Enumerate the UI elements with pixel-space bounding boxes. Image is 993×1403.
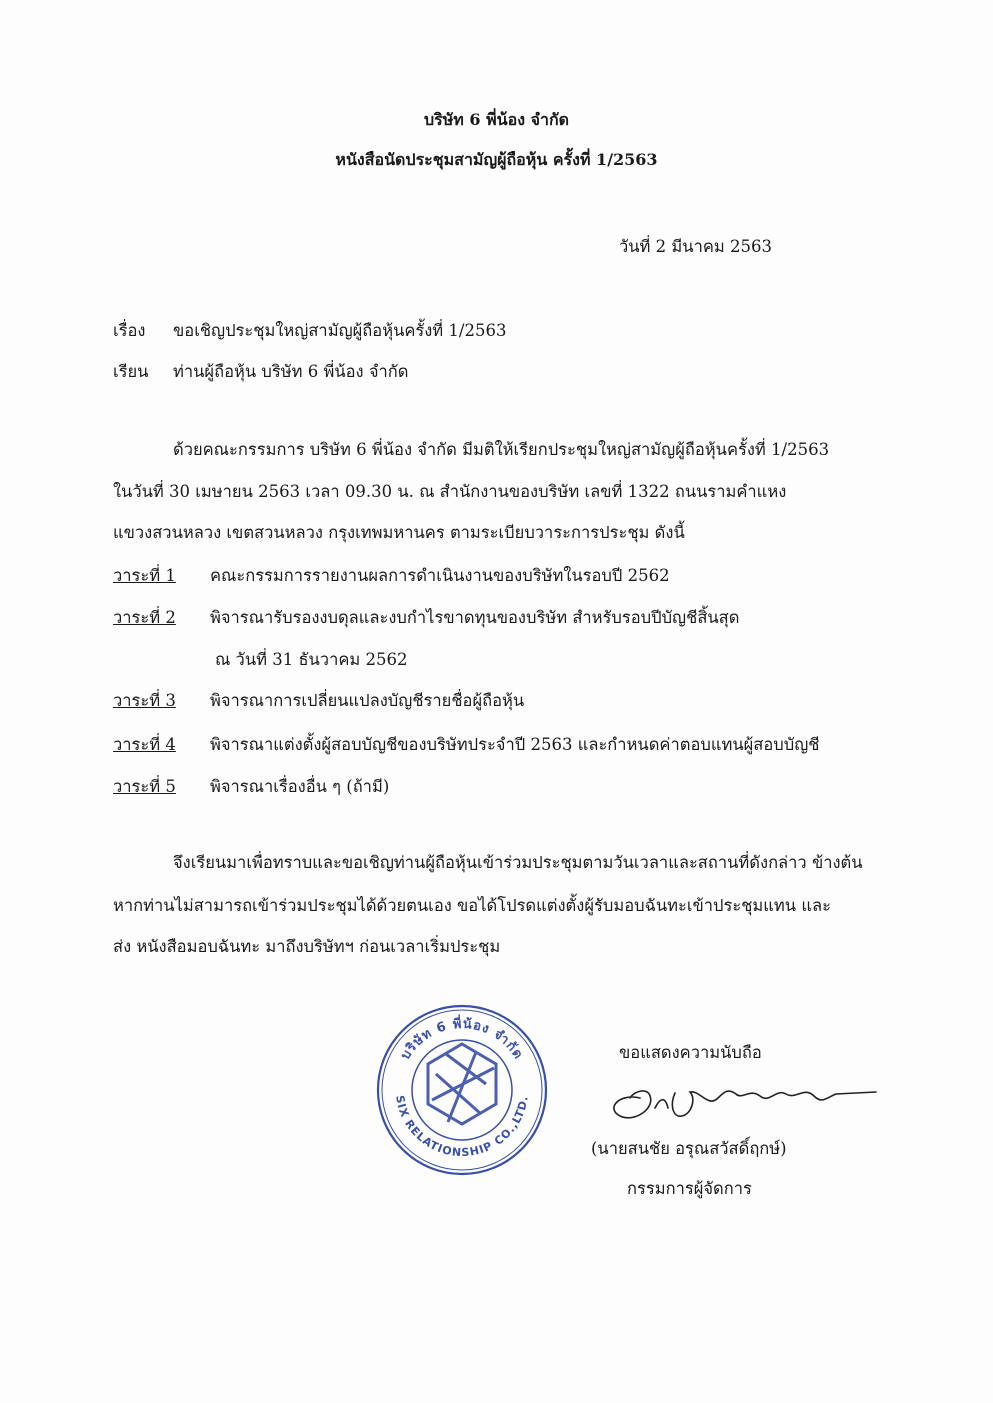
letter-date: วันที่ 2 มีนาคม 2563 [619, 237, 772, 256]
body-line-3: แขวงสวนหลวง เขตสวนหลวง กรุงเทพมหานคร ตามระเบียบวาระการประชุม ดังนี้ [113, 523, 685, 542]
document-title: หนังสือนัดประชุมสามัญผู้ถือหุ้น ครั้งที่ 1/2563 [335, 150, 658, 169]
company-name: บริษัท 6 พี่น้อง จำกัด [423, 110, 570, 129]
seal-bottom-text: SIX RELATIONSHIP CO.,LTD. [393, 1094, 531, 1160]
signer-position: กรรมการผู้จัดการ [627, 1179, 752, 1198]
agenda-text-4: พิจารณาแต่งตั้งผู้สอบบัญชีของบริษัทประจำปี 2563 และกำหนดค่าตอบแทนผู้สอบบัญชี [210, 735, 820, 754]
agenda-text-5: พิจารณาเรื่องอื่น ๆ (ถ้ามี) [210, 777, 390, 796]
signer-name: (นายสนชัย อรุณสวัสดิ์ฤกษ์) [591, 1139, 787, 1158]
closing-line-2: หากท่านไม่สามารถเข้าร่วมประชุมได้ด้วยตนเอง ขอได้โปรดแต่งตั้งผู้รับมอบฉันทะเข้าประชุมแทน และ [113, 896, 831, 915]
agenda-label-3: วาระที่ 3 [113, 691, 176, 710]
agenda-text-2-cont: ณ วันที่ 31 ธันวาคม 2562 [215, 650, 408, 669]
agenda-text-1: คณะกรรมการรายงานผลการดำเนินงานของบริษัทในรอบปี 2562 [210, 566, 670, 585]
agenda-text-3: พิจารณาการเปลี่ยนแปลงบัญชีรายชื่อผู้ถือหุ้น [210, 691, 525, 710]
agenda-label-1: วาระที่ 1 [113, 566, 176, 585]
body-line-1: ด้วยคณะกรรมการ บริษัท 6 พี่น้อง จำกัด มีมติให้เรียกประชุมใหญ่สามัญผู้ถือหุ้นครั้งที่ 1/2563 [173, 440, 830, 459]
regards-text: ขอแสดงความนับถือ [619, 1043, 762, 1062]
closing-line-3: ส่ง หนังสือมอบฉันทะ มาถึงบริษัทฯ ก่อนเวลาเริ่มประชุม [113, 937, 501, 956]
seal-top-text: บริษัท 6 พี่น้อง จำกัด [398, 1016, 526, 1063]
subject-label: เรื่อง [113, 321, 146, 340]
agenda-label-2: วาระที่ 2 [113, 608, 176, 627]
agenda-text-2: พิจารณารับรองงบดุลและงบกำไรขาดทุนของบริษัท สำหรับรอบปีบัญชีสิ้นสุด [210, 608, 740, 627]
agenda-label-5: วาระที่ 5 [113, 777, 176, 796]
closing-line-1: จึงเรียนมาเพื่อทราบและขอเชิญท่านผู้ถือหุ้นเข้าร่วมประชุมตามวันเวลาและสถานที่ดังกล่าว ข้างต้น [173, 853, 863, 872]
handwritten-signature [600, 1068, 880, 1128]
agenda-label-4: วาระที่ 4 [113, 735, 176, 754]
recipient-label: เรียน [113, 362, 149, 381]
company-seal [376, 1004, 548, 1176]
body-line-2: ในวันที่ 30 เมษายน 2563 เวลา 09.30 น. ณ สำนักงานของบริษัท เลขที่ 1322 ถนนรามคำแหง [113, 482, 787, 501]
svg-text:บริษัท 6 พี่น้อง จำกัด [398, 1014, 526, 1063]
subject-text: ขอเชิญประชุมใหญ่สามัญผู้ถือหุ้นครั้งที่ 1/2563 [173, 321, 507, 340]
recipient-text: ท่านผู้ถือหุ้น บริษัท 6 พี่น้อง จำกัด [173, 362, 409, 381]
